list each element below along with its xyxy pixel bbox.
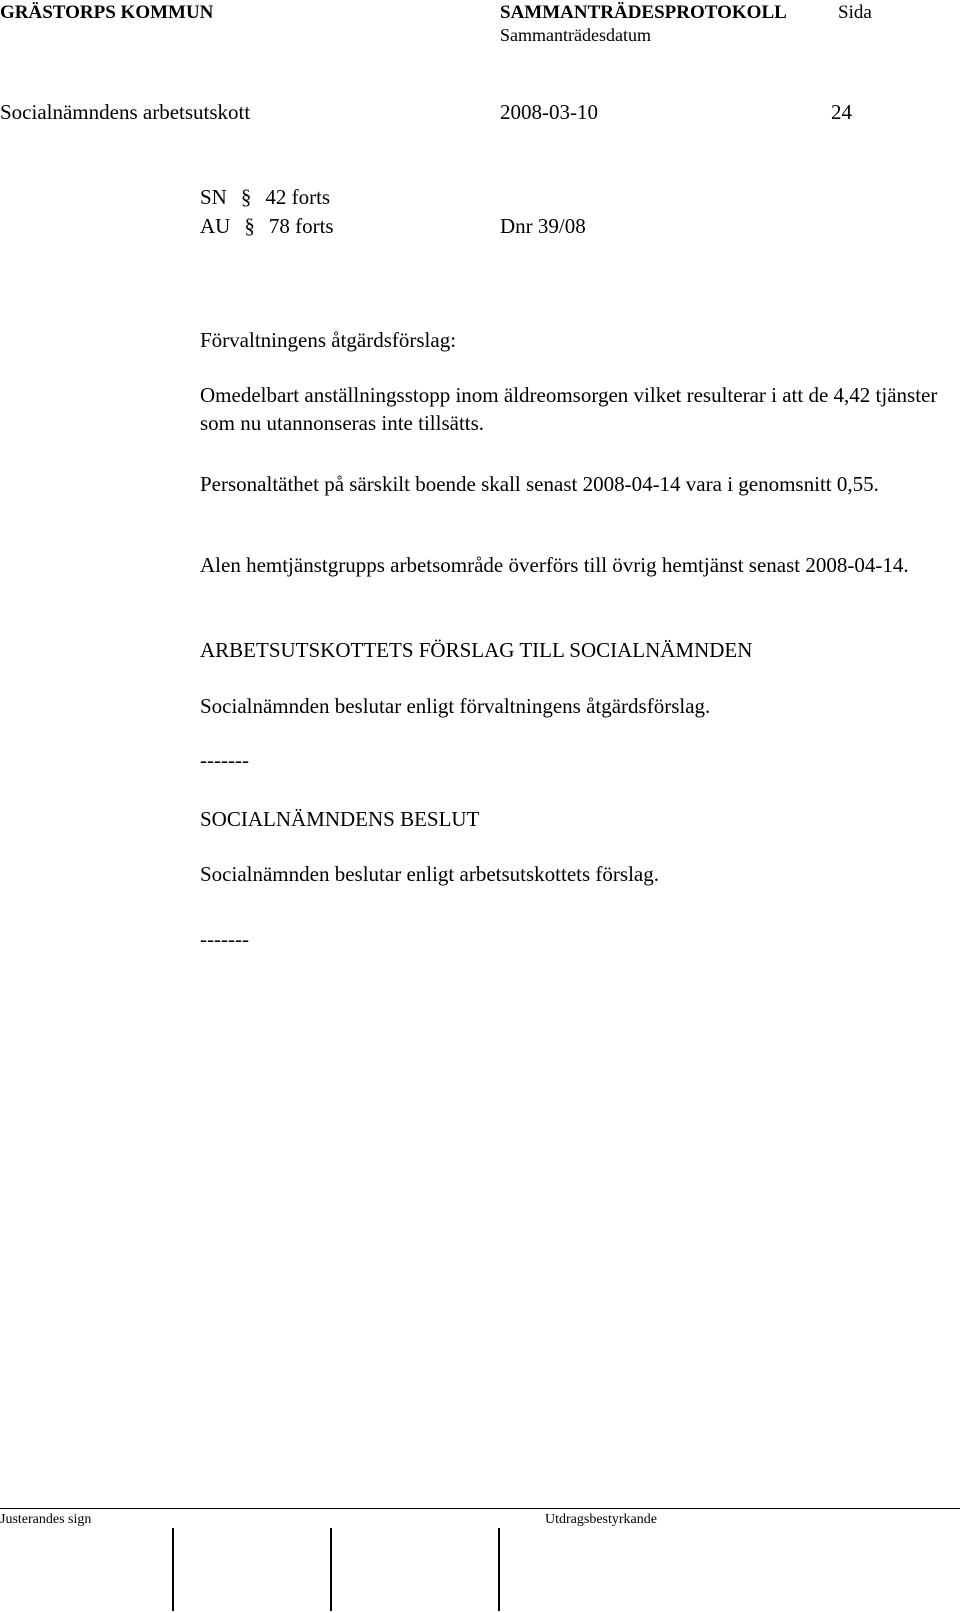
au-number: 78 forts xyxy=(268,214,334,238)
proposal-paragraph-2: Personaltäthet på särskilt boende skall senast 2008-04-14 vara i genomsnitt 0,55. xyxy=(200,472,879,496)
signature-box-divider xyxy=(330,1528,332,1611)
au-reference xyxy=(200,214,334,239)
section-sign: § xyxy=(244,214,255,238)
footer-divider xyxy=(0,1508,960,1509)
proposal-heading: Förvaltningens åtgärdsförslag: xyxy=(200,328,457,352)
committee-proposal-heading: ARBETSUTSKOTTETS FÖRSLAG TILL SOCIALNÄMNDEN xyxy=(200,638,753,662)
page-number: 24 xyxy=(831,100,852,124)
sn-prefix: SN xyxy=(200,185,227,209)
decision-text: Socialnämnden beslutar enligt arbetsutskottets förslag. xyxy=(200,862,659,886)
org-name: GRÄSTORPS KOMMUN xyxy=(0,2,214,23)
sn-number: 42 forts xyxy=(265,185,331,209)
certification-label: Utdragsbestyrkande xyxy=(545,1512,657,1527)
section-sign: § xyxy=(240,185,252,209)
committee-proposal-text: Socialnämnden beslutar enligt förvaltningens åtgärdsförslag. xyxy=(200,694,711,718)
proposal-paragraph-1: Omedelbart anställningsstopp inom äldreomsorgen vilket resulterar i att de 4,42 tjänster som nu utannonseras inte tillsätts. xyxy=(200,383,938,435)
decision-heading: SOCIALNÄMNDENS BESLUT xyxy=(200,807,480,831)
signature-label: Justerandes sign xyxy=(0,1512,92,1527)
meeting-date: 2008-03-10 xyxy=(500,100,598,124)
committee-name: Socialnämndens arbetsutskott xyxy=(0,100,251,124)
au-prefix: AU xyxy=(200,214,231,238)
date-label: Sammanträdesdatum xyxy=(500,25,651,45)
document-type: SAMMANTRÄDESPROTOKOLL xyxy=(500,2,787,23)
proposal-paragraph-3: Alen hemtjänstgrupps arbetsområde överförs till övrig hemtjänst senast 2008-04-14. xyxy=(200,553,909,577)
page-label: Sida xyxy=(838,2,872,23)
signature-box-divider xyxy=(172,1528,174,1611)
signature-box-divider xyxy=(498,1528,500,1611)
separator-dashes: ------- xyxy=(200,927,249,951)
sn-reference xyxy=(200,185,330,210)
diary-number: Dnr 39/08 xyxy=(500,214,586,238)
separator-dashes: ------- xyxy=(200,748,249,772)
